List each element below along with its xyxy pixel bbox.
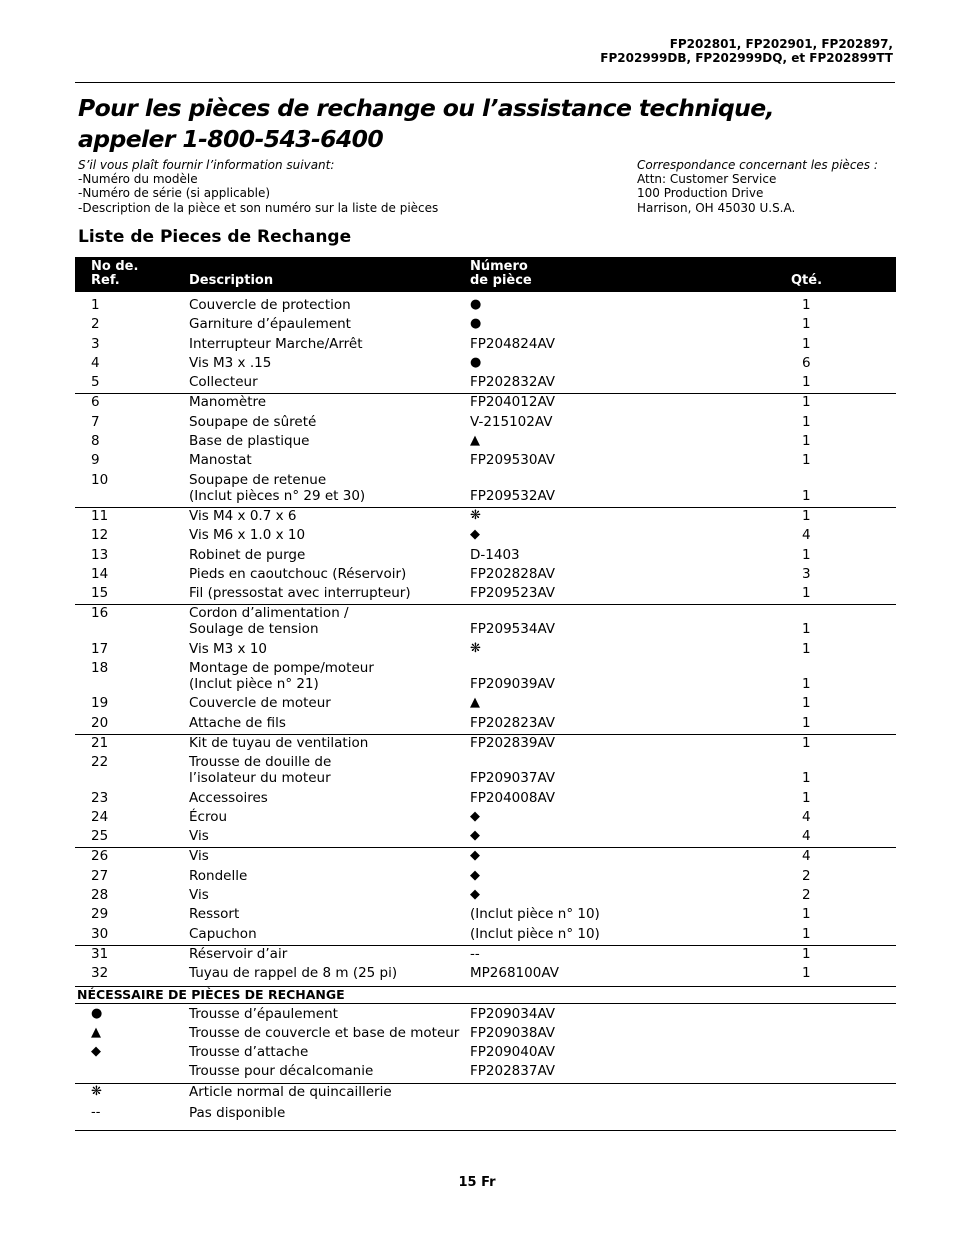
part-quantity: 1 (802, 770, 811, 787)
kit-row (75, 1063, 896, 1082)
parts-list-heading: Liste de Pieces de Rechange (78, 227, 352, 247)
part-number: FP209530AV (470, 452, 556, 469)
header-part-number (470, 260, 532, 288)
part-number: FP209534AV (470, 621, 556, 638)
table-row (75, 754, 896, 789)
model-numbers (600, 37, 893, 65)
part-quantity: 2 (802, 867, 811, 884)
part-description: Montage de pompe/moteur (189, 660, 374, 677)
part-ref: 23 (91, 789, 109, 806)
part-description: Écrou (189, 808, 228, 825)
table-row (75, 547, 896, 566)
part-description: Vis M3 x 10 (189, 640, 268, 657)
table-row (75, 828, 896, 847)
part-quantity: 1 (802, 585, 811, 602)
table-row (75, 336, 896, 355)
table-row (75, 906, 896, 925)
part-description: Accessoires (189, 789, 268, 806)
part-number: ● (470, 297, 482, 312)
page-title-line-1: Pour les pièces de rechange ou l’assistance technique, (78, 94, 774, 122)
part-quantity: 1 (802, 546, 811, 563)
part-quantity: 1 (802, 335, 811, 352)
part-ref: 7 (91, 413, 100, 430)
table-row (75, 887, 896, 906)
table-row (75, 374, 896, 393)
part-ref: 4 (91, 354, 100, 371)
part-quantity: 1 (802, 374, 811, 391)
table-row (75, 945, 896, 965)
part-description: Ressort (189, 906, 240, 923)
required-info-line: -Description de la pièce et son numéro sur la liste de pièces (78, 200, 439, 215)
part-quantity: 1 (802, 433, 811, 450)
table-row (75, 715, 896, 734)
part-description: Vis (189, 887, 209, 904)
part-ref: 22 (91, 754, 109, 771)
legend-row (75, 1083, 896, 1105)
part-description: Garniture d’épaulement (189, 316, 351, 333)
part-quantity: 4 (802, 527, 811, 544)
part-description: (Inclut pièce n° 21) (189, 676, 319, 693)
part-quantity: 1 (802, 676, 811, 693)
part-ref: 13 (91, 546, 109, 563)
part-description: Soupape de retenue (189, 471, 327, 488)
part-quantity: 1 (802, 695, 811, 712)
parts-table-body (75, 297, 896, 1131)
part-quantity: 4 (802, 828, 811, 845)
part-number: ◆ (470, 867, 480, 883)
part-description: Kit de tuyau de ventilation (189, 734, 369, 751)
address-line: 100 Production Drive (637, 186, 764, 201)
required-info-intro: S’il vous plaît fournir l’information suivant: (78, 158, 335, 172)
part-number: D-1403 (470, 546, 520, 563)
part-ref: 30 (91, 925, 109, 942)
part-number: ◆ (470, 887, 480, 903)
part-ref: 20 (91, 714, 109, 731)
part-ref: 19 (91, 695, 109, 712)
table-row (75, 965, 896, 984)
part-description: Robinet de purge (189, 546, 306, 563)
part-description: Fil (pressostat avec interrupteur) (189, 585, 411, 602)
legend-description: Pas disponible (189, 1104, 286, 1121)
address-line: Attn: Customer Service (637, 172, 777, 187)
part-number: (Inclut pièce n° 10) (470, 906, 600, 923)
part-number: FP202828AV (470, 565, 556, 582)
header-ref (91, 260, 138, 288)
table-row (75, 527, 896, 546)
header-ref-line-1: No de. (91, 259, 139, 274)
part-description: Vis M3 x .15 (189, 354, 272, 371)
model-numbers-line-1: FP202801, FP202901, FP202897, (669, 37, 893, 51)
header-description: Description (189, 273, 274, 288)
part-quantity: 1 (802, 965, 811, 982)
part-quantity: 1 (802, 640, 811, 657)
kit-part-number: FP202837AV (470, 1063, 556, 1080)
legend-symbol: ❋ (91, 1083, 102, 1099)
part-ref: 18 (91, 660, 109, 677)
part-ref: 10 (91, 471, 109, 488)
part-ref: 3 (91, 335, 100, 352)
part-ref: 21 (91, 734, 109, 751)
part-quantity: 1 (802, 487, 811, 504)
table-row (75, 316, 896, 335)
kit-row (75, 1044, 896, 1063)
part-ref: 1 (91, 297, 100, 313)
page-title (78, 93, 898, 155)
correspondence-intro: Correspondance concernant les pièces : (637, 158, 878, 172)
part-quantity: 1 (802, 925, 811, 942)
part-ref: 29 (91, 906, 109, 923)
part-ref: 25 (91, 828, 109, 845)
kit-symbol: ◆ (91, 1044, 101, 1060)
table-row (75, 734, 896, 754)
part-ref: 24 (91, 808, 109, 825)
table-row (75, 393, 896, 413)
part-quantity: 1 (802, 394, 811, 411)
kit-description: Trousse pour décalcomanie (189, 1063, 374, 1080)
part-number: ◆ (470, 527, 480, 543)
part-number: -- (470, 945, 480, 962)
part-number: FP209532AV (470, 487, 556, 504)
part-description: Vis (189, 828, 209, 845)
legend-description: Article normal de quincaillerie (189, 1083, 392, 1100)
part-number: ◆ (470, 828, 480, 844)
kit-symbol: ▲ (91, 1024, 101, 1040)
table-row (75, 641, 896, 660)
part-description: Vis (189, 848, 209, 865)
part-number: ◆ (470, 848, 480, 864)
kit-description: Trousse de couvercle et base de moteur (189, 1024, 460, 1041)
kit-description: Trousse d’attache (189, 1044, 309, 1061)
part-number: FP209039AV (470, 676, 556, 693)
part-number: ● (470, 316, 482, 332)
part-number: ◆ (470, 808, 480, 824)
kit-row (75, 1006, 896, 1025)
correspondence-address-block (637, 158, 878, 215)
part-quantity: 1 (802, 734, 811, 751)
header-part-line-2: de pièce (470, 273, 532, 288)
part-description: Trousse de douille de (189, 754, 332, 771)
part-quantity: 1 (802, 297, 811, 313)
part-number: MP268100AV (470, 965, 559, 982)
part-quantity: 1 (802, 714, 811, 731)
part-ref: 31 (91, 945, 109, 962)
parts-table-header (75, 257, 896, 292)
part-number: FP202832AV (470, 374, 556, 391)
kit-part-number: FP209034AV (470, 1005, 556, 1022)
part-description: Interrupteur Marche/Arrêt (189, 335, 363, 352)
part-ref: 26 (91, 848, 109, 865)
part-quantity: 1 (802, 507, 811, 524)
part-number: FP202823AV (470, 714, 556, 731)
part-ref: 15 (91, 585, 109, 602)
bottom-divider (75, 1130, 896, 1131)
part-description: Attache de fils (189, 714, 286, 731)
part-ref: 14 (91, 565, 109, 582)
table-row (75, 585, 896, 604)
table-row (75, 604, 896, 640)
part-description: (Inclut pièces n° 29 et 30) (189, 487, 366, 504)
part-number: ❋ (470, 507, 481, 523)
part-description: Cordon d’alimentation / (189, 605, 349, 622)
part-ref: 5 (91, 374, 100, 391)
part-ref: 17 (91, 640, 109, 657)
header-quantity: Qté. (791, 273, 823, 288)
part-quantity: 1 (802, 413, 811, 430)
part-description: Capuchon (189, 925, 257, 942)
part-number: ❋ (470, 640, 481, 656)
table-row (75, 472, 896, 507)
top-divider (75, 82, 895, 83)
part-ref: 27 (91, 867, 109, 884)
part-ref: 16 (91, 605, 109, 622)
part-ref: 9 (91, 452, 100, 469)
table-row (75, 414, 896, 433)
part-description: Rondelle (189, 867, 248, 884)
part-quantity: 1 (802, 906, 811, 923)
header-part-line-1: Número (470, 259, 528, 274)
part-quantity: 1 (802, 316, 811, 333)
part-ref: 2 (91, 316, 100, 333)
part-description: Tuyau de rappel de 8 m (25 pi) (189, 965, 398, 982)
kit-part-number: FP209038AV (470, 1024, 556, 1041)
part-description: Couvercle de moteur (189, 695, 331, 712)
kit-description: Trousse d’épaulement (189, 1005, 338, 1022)
part-number: FP204824AV (470, 335, 556, 352)
part-number: ▲ (470, 433, 480, 449)
legend-symbol: -- (91, 1104, 101, 1120)
part-description: Manomètre (189, 394, 267, 411)
part-number: (Inclut pièce n° 10) (470, 925, 600, 942)
part-quantity: 2 (802, 887, 811, 904)
part-number: ● (470, 354, 482, 370)
part-ref: 32 (91, 965, 109, 982)
part-quantity: 1 (802, 945, 811, 962)
part-quantity: 1 (802, 452, 811, 469)
part-quantity: 6 (802, 354, 811, 371)
part-description: Manostat (189, 452, 252, 469)
required-info-line: -Numéro de série (si applicable) (78, 186, 271, 201)
part-number: FP209037AV (470, 770, 556, 787)
part-description: l’isolateur du moteur (189, 770, 331, 787)
table-row (75, 790, 896, 809)
part-description: Pieds en caoutchouc (Réservoir) (189, 565, 407, 582)
required-info-block (78, 158, 438, 215)
part-number: ▲ (470, 695, 480, 711)
table-row (75, 695, 896, 714)
part-description: Soulage de tension (189, 621, 319, 638)
table-row (75, 507, 896, 527)
part-number: FP204012AV (470, 394, 556, 411)
part-description: Couvercle de protection (189, 297, 351, 313)
part-ref: 12 (91, 527, 109, 544)
part-description: Vis M6 x 1.0 x 10 (189, 527, 306, 544)
legend-row (75, 1105, 896, 1124)
part-description: Soupape de sûreté (189, 413, 317, 430)
table-row (75, 868, 896, 887)
part-description: Vis M4 x 0.7 x 6 (189, 507, 297, 524)
part-ref: 11 (91, 507, 109, 524)
part-quantity: 4 (802, 808, 811, 825)
page-title-line-2: appeler 1-800-543-6400 (78, 125, 384, 153)
part-quantity: 1 (802, 789, 811, 806)
table-row (75, 847, 896, 867)
table-row (75, 660, 896, 695)
page-number: 15 Fr (458, 1175, 496, 1190)
part-ref: 6 (91, 394, 100, 411)
part-description: Base de plastique (189, 433, 310, 450)
model-numbers-line-2: FP202999DB, FP202999DQ, et FP202899TT (600, 51, 893, 65)
part-description: Collecteur (189, 374, 258, 391)
table-row (75, 433, 896, 452)
table-row (75, 452, 896, 471)
table-row (75, 566, 896, 585)
part-quantity: 3 (802, 565, 811, 582)
part-description: Réservoir d’air (189, 945, 288, 962)
part-number: FP209523AV (470, 585, 556, 602)
table-row (75, 355, 896, 374)
part-quantity: 4 (802, 848, 811, 865)
part-number: FP204008AV (470, 789, 556, 806)
part-ref: 8 (91, 433, 100, 450)
part-number: V-215102AV (470, 413, 553, 430)
header-ref-line-2: Ref. (91, 273, 120, 288)
table-row (75, 297, 896, 316)
part-ref: 28 (91, 887, 109, 904)
kit-row (75, 1025, 896, 1044)
kit-symbol: ● (91, 1005, 103, 1021)
table-row (75, 926, 896, 945)
part-quantity: 1 (802, 621, 811, 638)
part-number: FP202839AV (470, 734, 556, 751)
required-info-line: -Numéro du modèle (78, 172, 198, 187)
address-line: Harrison, OH 45030 U.S.A. (637, 200, 796, 215)
kit-part-number: FP209040AV (470, 1044, 556, 1061)
replacement-kits-heading: NÉCESSAIRE DE PIÈCES DE RECHANGE (75, 986, 896, 1004)
table-row (75, 809, 896, 828)
